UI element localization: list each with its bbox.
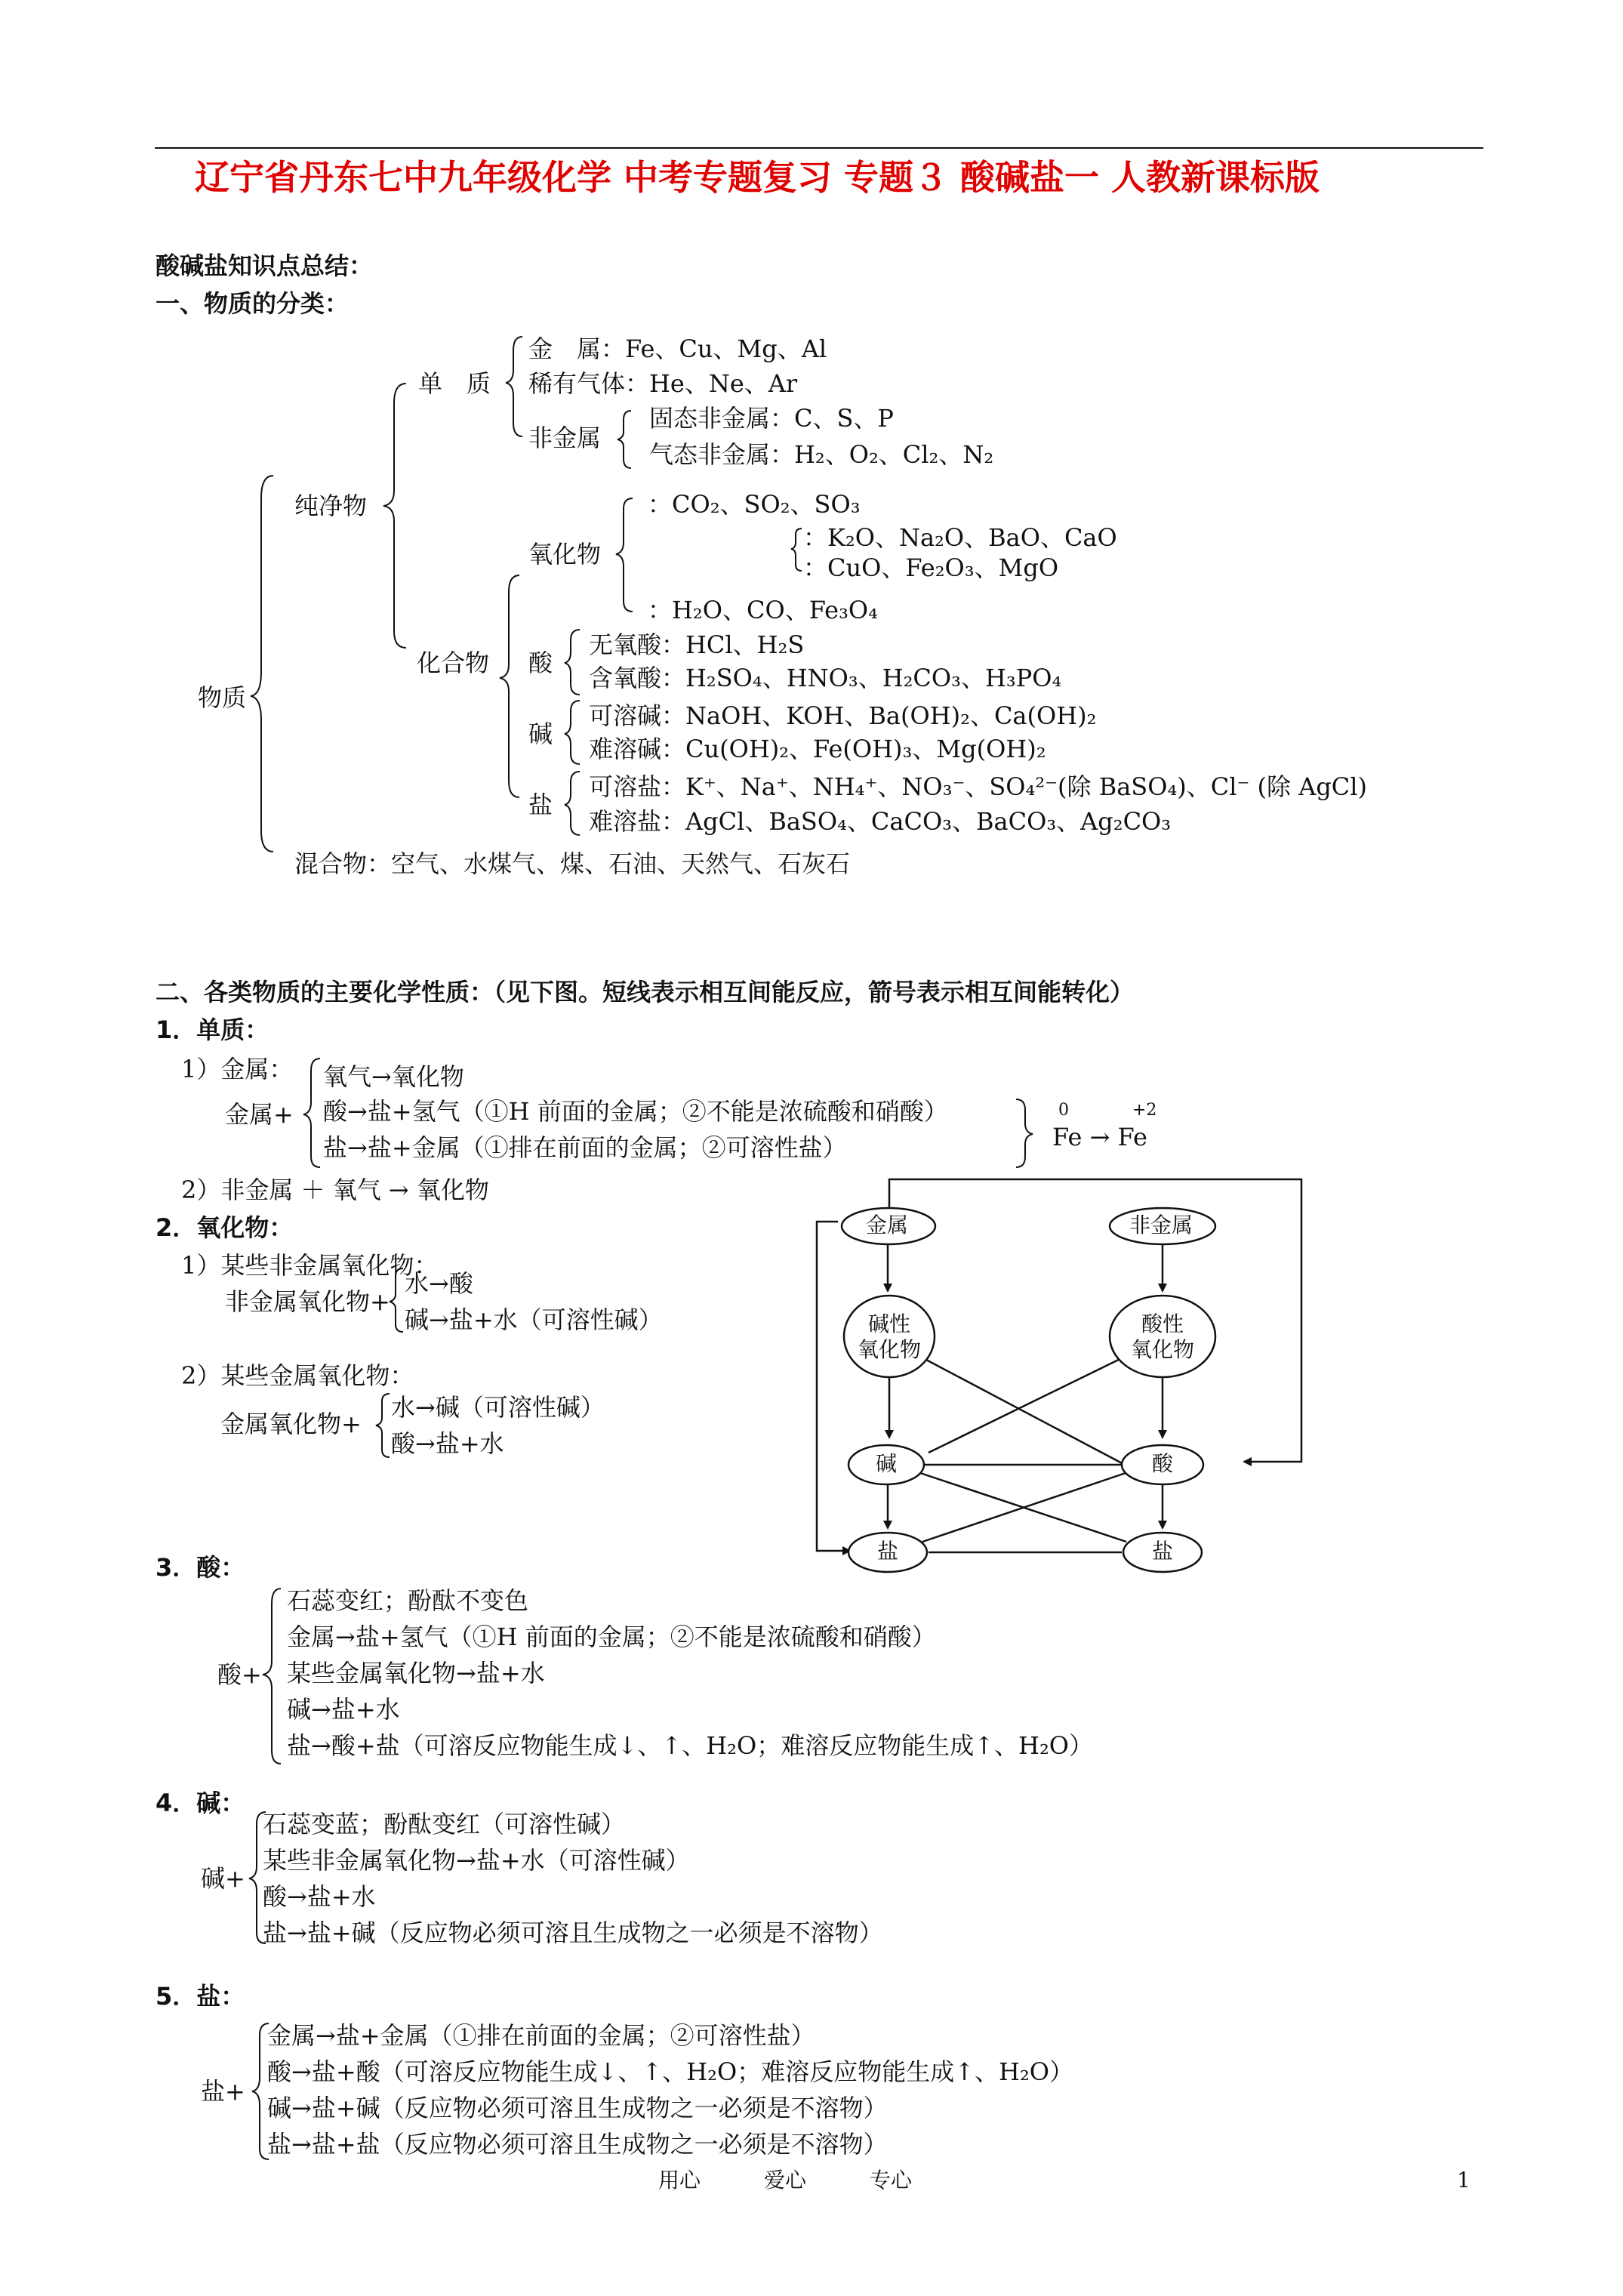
acid-label: 酸 (528, 649, 553, 677)
pure-label: 纯净物 (294, 492, 368, 520)
element-label: 单 质 (418, 369, 491, 398)
salt-prop-2: 酸→盐+酸（可溶反应物能生成↓、↑、H₂O；难溶反应物能生成↑、H₂O） (267, 2057, 1074, 2086)
metal-plus: 金属+ (225, 1100, 294, 1129)
acid-prop-3: 某些金属氧化物→盐+水 (287, 1659, 545, 1687)
compound-label: 化合物 (417, 649, 490, 677)
footer-motto: 用心 爱心 专心 (658, 2168, 913, 2193)
fe-ox-2: +2 (1132, 1101, 1157, 1120)
h2-heading: 2．氧化物： (156, 1213, 294, 1242)
metal-oxide-plus: 金属氧化物+ (220, 1410, 362, 1438)
nonmetal-label: 非金属 (528, 424, 602, 452)
h4-heading: 4．碱： (156, 1789, 245, 1817)
acid-line-1: 无氧酸：HCl、H₂S (589, 630, 805, 659)
noble-line: 稀有气体：He、Ne、Ar (528, 369, 798, 398)
diagram-node-acidic-oxide-1: 酸性 (1141, 1311, 1184, 1336)
sec2-heading: 二、各类物质的主要化学性质：（见下图。短线表示相互间能反应，箭号表示相互间能转化） (156, 978, 1135, 1006)
diagram-node-basic-oxide-2: 氧化物 (858, 1337, 922, 1362)
metal-react-3: 盐→盐+金属（①排在前面的金属；②可溶性盐） (323, 1133, 847, 1162)
h1-heading: 1．单质： (156, 1015, 269, 1044)
base-label: 碱 (528, 720, 553, 748)
base-prop-4: 盐→盐+碱（反应物必须可溶且生成物之一必须是不溶物） (263, 1918, 883, 1947)
root-label: 物质 (198, 683, 247, 712)
salt-prop-1: 金属→盐+金属（①排在前面的金属；②可溶性盐） (267, 2021, 815, 2050)
acid-prop-4: 碱→盐+水 (287, 1695, 400, 1724)
metal-oxide-react-2: 酸→盐+水 (391, 1429, 504, 1458)
solid-nonmetal-line: 固态非金属：C、S、P (649, 404, 894, 433)
fe-ox-0: 0 (1058, 1101, 1069, 1120)
acid-prop-1: 石蕊变红；酚酞不变色 (287, 1586, 529, 1615)
metal-react-2: 酸→盐+氢气（①H 前面的金属；②不能是浓硫酸和硝酸） (323, 1097, 948, 1126)
metal-react-1: 氧气→氧化物 (323, 1062, 464, 1091)
acid-prop-5: 盐→酸+盐（可溶反应物能生成↓、↑、H₂O；难溶反应物能生成↑、H₂O） (287, 1731, 1094, 1760)
acid-line-2: 含氧酸：H₂SO₄、HNO₃、H₂CO₃、H₃PO₄ (589, 664, 1062, 692)
basic-oxide-line-2: ：CuO、Fe₂O₃、MgO (803, 553, 1059, 582)
nonmetal-sub: 2）非金属 ＋ 氧气 → 氧化物 (181, 1176, 489, 1204)
metal-line: 金 属：Fe、Cu、Mg、Al (528, 334, 827, 363)
fe-equation: Fe → Fe (1052, 1123, 1147, 1151)
salt-prop-3: 碱→盐+碱（反应物必须可溶且生成物之一必须是不溶物） (267, 2094, 888, 2122)
base-plus: 碱+ (201, 1864, 245, 1893)
page-title: 辽宁省丹东七中九年级化学 中考专题复习 专题３ 酸碱盐一 人教新课标版 (195, 157, 1320, 198)
diagram-node-nonmetal: 非金属 (1129, 1213, 1193, 1237)
salt-prop-4: 盐→盐+盐（反应物必须可溶且生成物之一必须是不溶物） (267, 2130, 888, 2159)
base-prop-3: 酸→盐+水 (263, 1882, 376, 1911)
acid-prop-2: 金属→盐+氢气（①H 前面的金属；②不能是浓硫酸和硝酸） (287, 1623, 936, 1651)
oxide-label: 氧化物 (528, 540, 602, 569)
h3-heading: 3．酸： (156, 1553, 245, 1582)
nonmetal-oxide-plus: 非金属氧化物+ (225, 1287, 390, 1316)
base-prop-1: 石蕊变蓝；酚酞变红（可溶性碱） (263, 1810, 626, 1838)
base-line-2: 难溶碱：Cu(OH)₂、Fe(OH)₃、Mg(OH)₂ (589, 735, 1046, 763)
diagram-node-acid: 酸 (1152, 1451, 1174, 1476)
nonmetal-oxide-react-1: 水→酸 (405, 1269, 473, 1298)
salt-line-1: 可溶盐：K⁺、Na⁺、NH₄⁺、NO₃⁻、SO₄²⁻(除 BaSO₄)、Cl⁻ (除 AgCl) (589, 772, 1368, 801)
oxide-sub-1: 1）某些非金属氧化物： (181, 1251, 439, 1280)
basic-oxide-line-1: ：K₂O、Na₂O、BaO、CaO (803, 523, 1117, 552)
diagram-node-acidic-oxide-2: 氧化物 (1131, 1337, 1195, 1362)
other-oxide-line: ：H₂O、CO、Fe₃O₄ (648, 596, 878, 624)
diagram-node-metal: 金属 (866, 1213, 909, 1237)
acid-plus: 酸+ (217, 1660, 262, 1689)
mixture-line: 混合物：空气、水煤气、煤、石油、天然气、石灰石 (294, 849, 851, 878)
acidic-oxide-line: ：CO₂、SO₂、SO₃ (648, 490, 861, 519)
h5-heading: 5．盐： (156, 1982, 245, 2011)
base-line-1: 可溶碱：NaOH、KOH、Ba(OH)₂、Ca(OH)₂ (589, 701, 1097, 730)
base-prop-2: 某些非金属氧化物→盐+水（可溶性碱） (263, 1846, 690, 1875)
metal-sub: 1）金属： (181, 1055, 294, 1083)
diagram-node-base: 碱 (876, 1451, 898, 1476)
diagram-node-salt-left: 盐 (877, 1539, 899, 1564)
reaction-diagram (817, 1179, 1301, 1572)
salt-plus: 盐+ (201, 2077, 245, 2106)
oxide-sub-2: 2）某些金属氧化物： (181, 1361, 414, 1390)
nonmetal-oxide-react-2: 碱→盐+水（可溶性碱） (405, 1305, 663, 1334)
intro-heading: 酸碱盐知识点总结： (156, 251, 374, 280)
sec1-heading: 一、物质的分类： (156, 289, 350, 318)
diagram-node-basic-oxide-1: 碱性 (868, 1311, 911, 1336)
salt-label: 盐 (528, 791, 553, 819)
page-number: 1 (1457, 2168, 1471, 2193)
gas-nonmetal-line: 气态非金属：H₂、O₂、Cl₂、N₂ (649, 440, 994, 469)
metal-oxide-react-1: 水→碱（可溶性碱） (391, 1393, 605, 1422)
salt-line-2: 难溶盐：AgCl、BaSO₄、CaCO₃、BaCO₃、Ag₂CO₃ (589, 807, 1172, 836)
diagram-node-salt-right: 盐 (1152, 1539, 1174, 1564)
